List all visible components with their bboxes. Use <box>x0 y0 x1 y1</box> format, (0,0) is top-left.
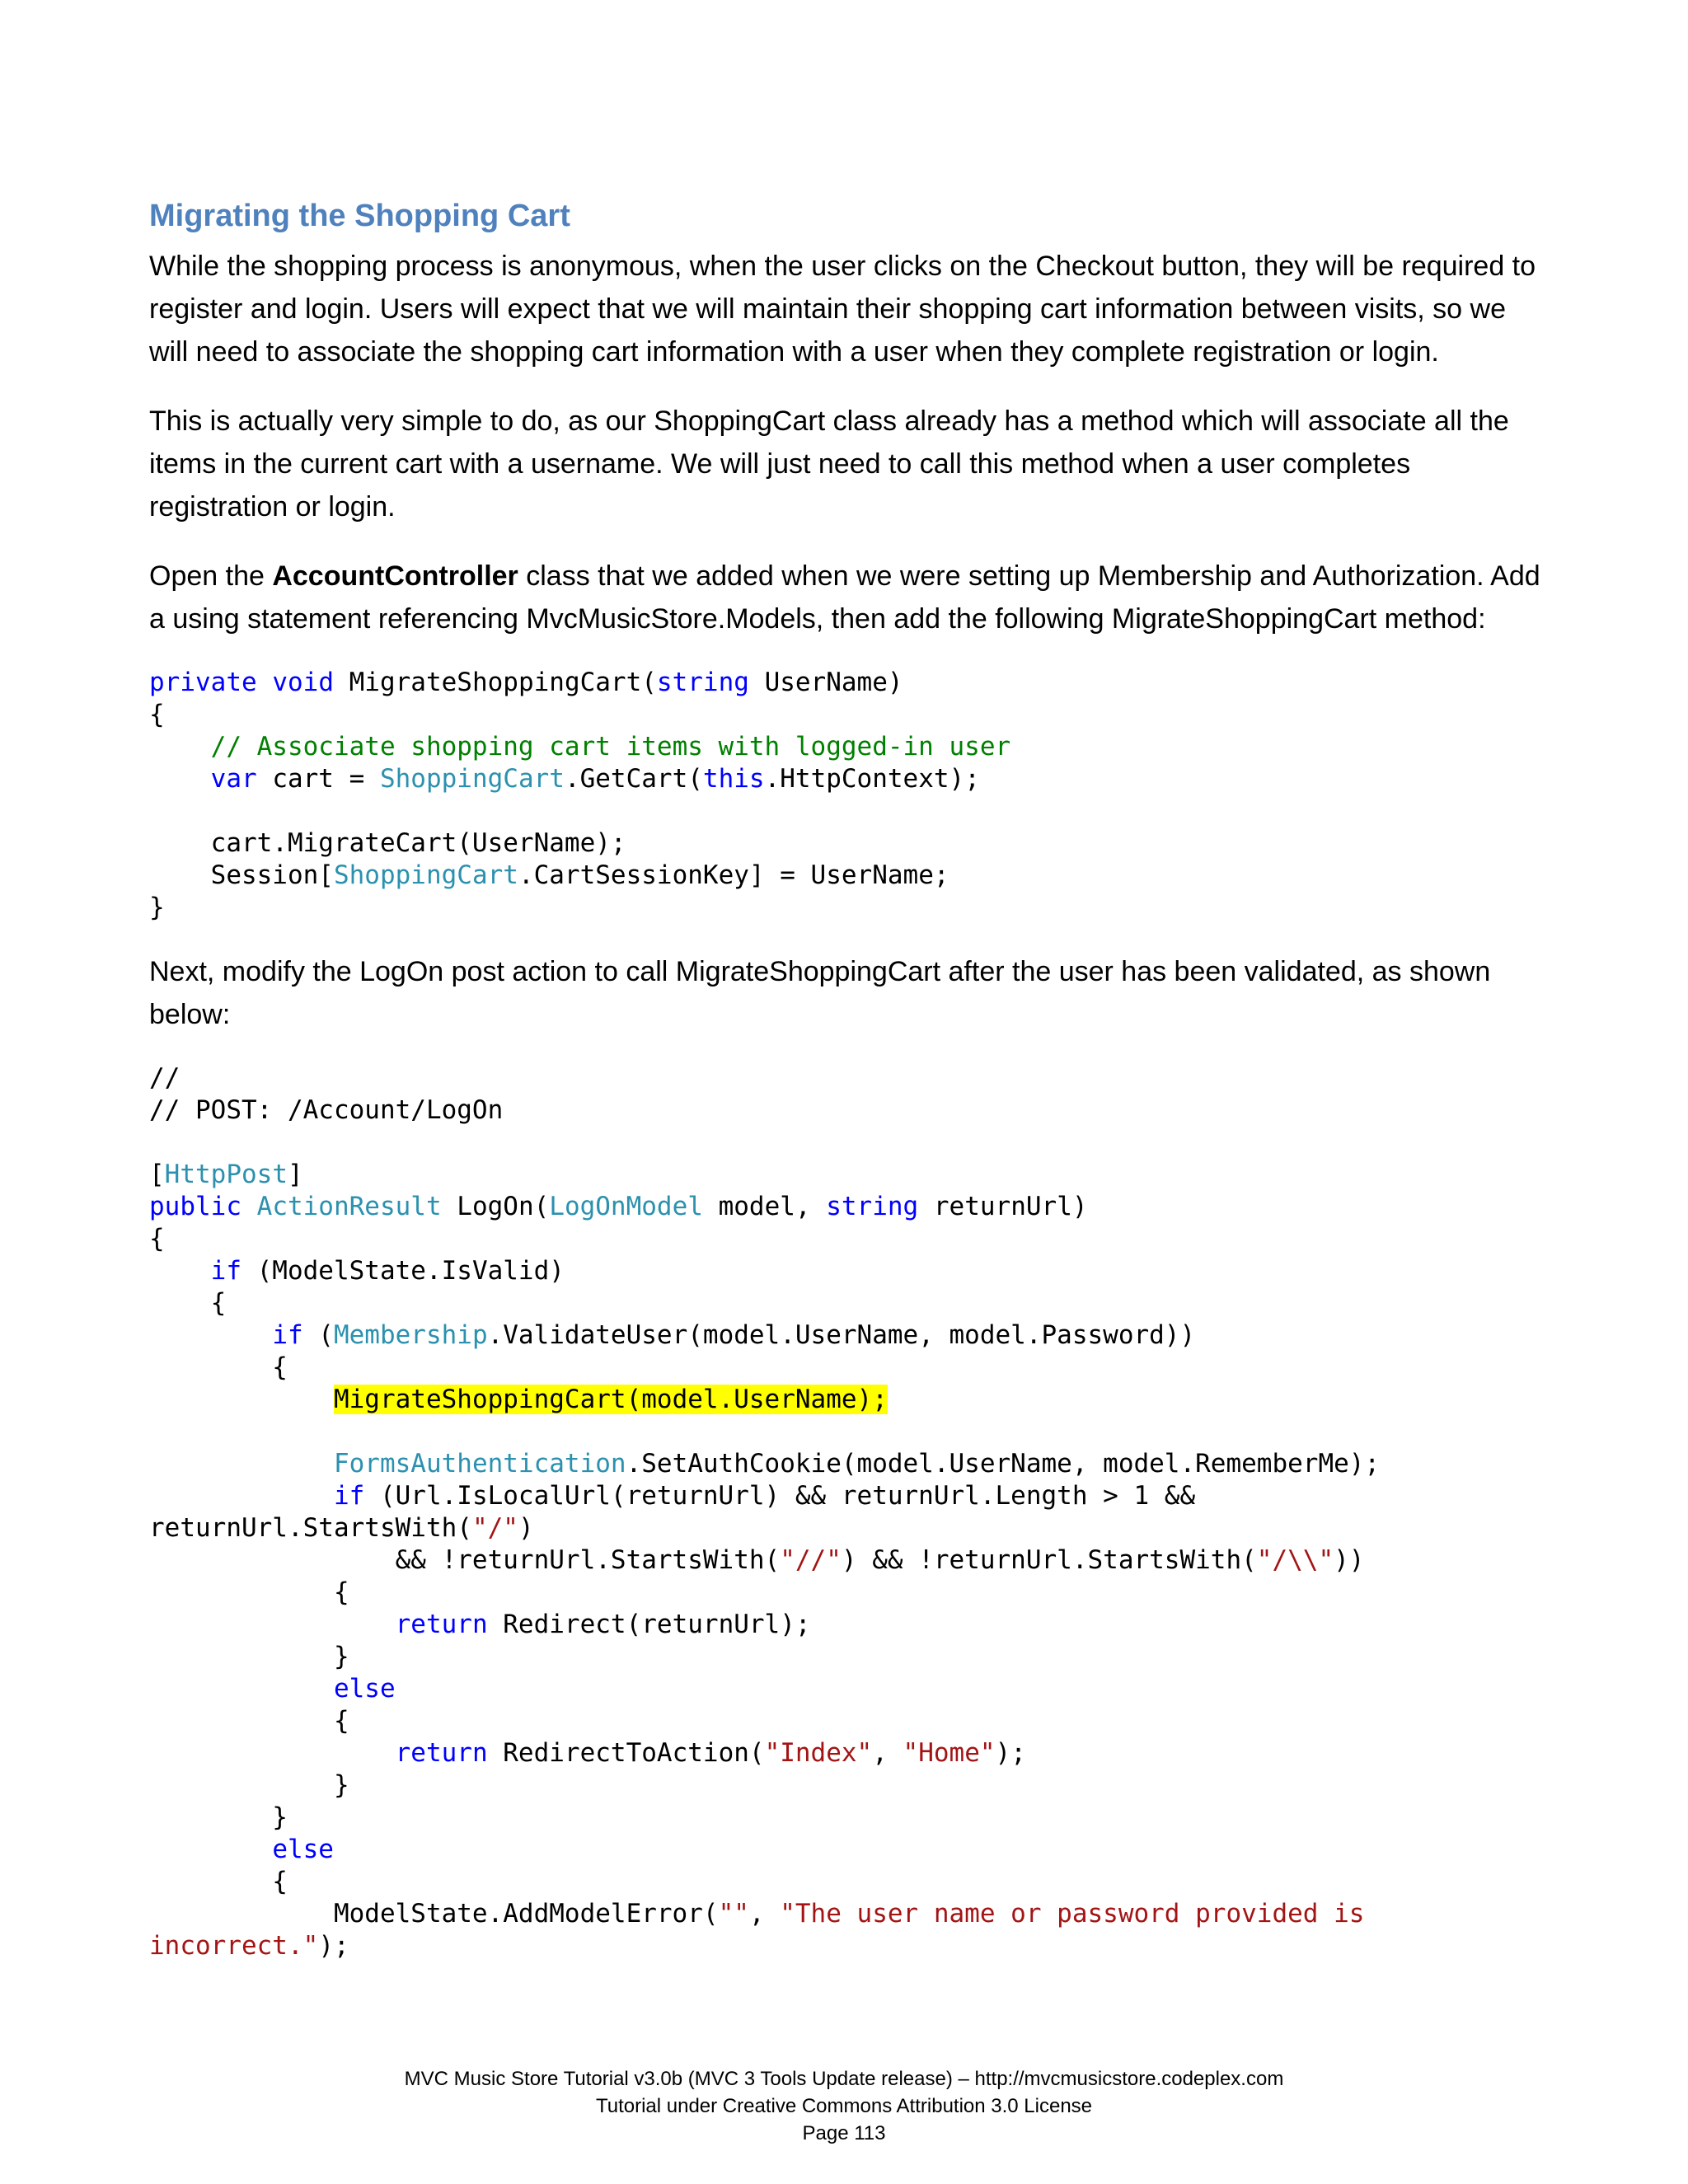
code-line <box>149 1256 565 1286</box>
paragraph-intro: While the shopping process is anonymous, when the user clicks on the Checkout button, they will be required to register and login. Users will expect that we will maintain their shopping cart information between visits, so we will need to associate the shopping cart information with a user when they complete registration or login. <box>149 251 1536 368</box>
code-line <box>149 700 165 729</box>
code-line <box>149 1063 180 1093</box>
code-string: "The user name or password provided is <box>780 1899 1365 1929</box>
code-type: ShoppingCart <box>333 860 518 891</box>
code-text: Session[ <box>149 860 334 891</box>
code-type: ActionResult <box>256 1192 442 1222</box>
code-text: UserName) <box>748 668 903 698</box>
code-line <box>149 1352 288 1382</box>
code-text: [ <box>149 1160 165 1190</box>
code-line <box>149 668 903 697</box>
code-type: Membership <box>333 1320 488 1351</box>
code-block-logon-action <box>149 1062 1542 1962</box>
code-text: , <box>748 1899 781 1929</box>
code-string: "Home" <box>903 1738 996 1769</box>
code-keyword: var <box>210 764 257 794</box>
paragraph-text: class that we added when we were setting up Membership and Authorization. Add a using statement referencing MvcMusicStore.Models, then add the following MigrateShoppingCart method: <box>149 560 1540 635</box>
code-text: cart = <box>256 764 380 794</box>
code-line <box>149 860 950 890</box>
code-text: (ModelState.IsValid) <box>241 1256 565 1286</box>
code-line <box>149 828 626 858</box>
page-number: Page 113 <box>802 2122 886 2144</box>
section-heading: Migrating the Shopping Cart <box>149 199 570 233</box>
footer-title: MVC Music Store Tutorial v3.0b (MVC 3 Tools Update release) – http://mvcmusicstore.codeplex.com <box>404 2068 1284 2090</box>
code-text: Redirect(returnUrl); <box>487 1610 811 1640</box>
code-text <box>149 1449 334 1479</box>
code-keyword: else <box>333 1674 396 1704</box>
code-keyword: if <box>272 1320 303 1351</box>
code-text: MigrateShoppingCart( <box>333 668 657 698</box>
code-text: } <box>149 893 165 923</box>
code-string: "/\\" <box>1256 1545 1334 1576</box>
code-text: { <box>149 1288 227 1319</box>
code-text: returnUrl.StartsWith( <box>149 1513 472 1544</box>
code-keyword: this <box>702 764 765 794</box>
code-line <box>149 1095 503 1125</box>
code-text: .CartSessionKey] = UserName; <box>518 860 950 891</box>
code-text: ) <box>518 1513 534 1544</box>
code-text: .GetCart( <box>564 764 703 794</box>
code-line <box>149 1288 226 1318</box>
code-text: .ValidateUser(model.UserName, model.Password)) <box>487 1320 1196 1351</box>
code-line <box>149 732 1010 762</box>
code-keyword: if <box>333 1481 365 1511</box>
code-type: HttpPost <box>164 1160 288 1190</box>
code-text: // POST: /Account/LogOn <box>149 1095 504 1126</box>
document-page <box>149 196 1542 1989</box>
code-text: { <box>149 1224 165 1254</box>
code-text: { <box>149 700 165 730</box>
code-line <box>149 1160 303 1189</box>
code-keyword: public <box>149 1192 241 1222</box>
code-type: FormsAuthentication <box>333 1449 626 1479</box>
page-footer <box>0 2065 1688 2147</box>
code-string: "/" <box>471 1513 518 1544</box>
code-text <box>149 1256 211 1286</box>
code-line <box>149 1899 1364 1929</box>
code-comment: // Associate shopping cart items with logged-in user <box>210 732 1011 762</box>
code-line <box>149 764 980 794</box>
code-keyword: else <box>272 1835 334 1865</box>
code-line <box>149 1867 288 1896</box>
code-text: } <box>149 1802 288 1833</box>
code-text: { <box>149 1352 288 1383</box>
code-text <box>149 1320 272 1350</box>
code-text: ); <box>318 1931 349 1961</box>
code-keyword: string <box>826 1192 919 1222</box>
code-text: ModelState.AddModelError( <box>149 1899 719 1929</box>
code-text: LogOn( <box>441 1192 550 1222</box>
code-text: RedirectToAction( <box>487 1738 765 1769</box>
code-string: "" <box>718 1899 749 1929</box>
code-text <box>149 1835 272 1864</box>
code-keyword: return <box>395 1610 488 1640</box>
code-text <box>149 764 211 794</box>
code-highlight: MigrateShoppingCart(model.UserName); <box>333 1385 888 1415</box>
code-text: )) <box>1334 1545 1365 1576</box>
code-line <box>149 1770 349 1800</box>
code-keyword: void <box>272 668 334 698</box>
paragraph-simple: This is actually very simple to do, as our ShoppingCart class already has a method which will associate all the items in the current cart with a username. We will just need to call this method when a user completes registration or login. <box>149 405 1509 523</box>
code-string: "//" <box>780 1545 842 1576</box>
code-keyword: return <box>395 1738 488 1769</box>
code-text: .HttpContext); <box>764 764 980 794</box>
code-line <box>149 1481 1195 1511</box>
code-text: model, <box>702 1192 827 1222</box>
code-string: "Index" <box>764 1738 873 1769</box>
code-line <box>149 1192 1088 1221</box>
code-block-migrate-method <box>149 667 1542 924</box>
code-type: ShoppingCart <box>379 764 565 794</box>
code-text: { <box>149 1577 349 1608</box>
code-line <box>149 1802 288 1832</box>
footer-license: Tutorial under Creative Commons Attribution 3.0 License <box>595 2095 1093 2117</box>
code-text: , <box>872 1738 903 1769</box>
code-text: (Url.IsLocalUrl(returnUrl) && returnUrl.Length > 1 && <box>364 1481 1196 1511</box>
code-text <box>241 1192 257 1221</box>
code-text <box>257 668 273 697</box>
code-line <box>149 1545 1364 1575</box>
code-line <box>149 1931 349 1961</box>
paragraph-account-controller <box>149 555 1542 640</box>
code-keyword: string <box>656 668 749 698</box>
code-text: && !returnUrl.StartsWith( <box>149 1545 781 1576</box>
code-text: ] <box>287 1160 303 1190</box>
code-text <box>149 1610 396 1639</box>
code-text: ) && !returnUrl.StartsWith( <box>841 1545 1257 1576</box>
code-text: } <box>149 1642 349 1672</box>
code-line <box>149 1385 888 1414</box>
code-line <box>149 1738 1026 1768</box>
code-text: .SetAuthCookie(model.UserName, model.RememberMe); <box>626 1449 1381 1479</box>
code-text <box>149 1481 334 1511</box>
code-text <box>149 1385 334 1414</box>
code-string: incorrect." <box>149 1931 319 1961</box>
paragraph-logon-modify: Next, modify the LogOn post action to call MigrateShoppingCart after the user has been validated, as shown below: <box>149 956 1491 1031</box>
code-line <box>149 1642 349 1671</box>
code-text: } <box>149 1770 349 1801</box>
code-line <box>149 1610 811 1639</box>
paragraph-text: Open the <box>149 560 273 593</box>
bold-term: AccountController <box>272 560 518 593</box>
code-text: { <box>149 1867 288 1897</box>
code-line <box>149 1706 349 1736</box>
code-text: { <box>149 1706 349 1736</box>
code-line <box>149 1835 334 1864</box>
code-text <box>149 1738 396 1768</box>
code-line <box>149 1449 1380 1479</box>
code-line <box>149 1513 534 1543</box>
code-text: ); <box>995 1738 1026 1769</box>
code-text: // <box>149 1063 181 1094</box>
code-text <box>149 1674 334 1704</box>
code-type: LogOnModel <box>549 1192 703 1222</box>
code-line <box>149 1674 396 1704</box>
code-text: ( <box>302 1320 334 1351</box>
code-line <box>149 1320 1195 1350</box>
code-keyword: private <box>149 668 257 698</box>
code-keyword: if <box>210 1256 241 1286</box>
code-text: cart.MigrateCart(UserName); <box>149 828 626 859</box>
code-line <box>149 1224 165 1254</box>
code-text: returnUrl) <box>918 1192 1088 1222</box>
code-line <box>149 1577 349 1607</box>
code-line <box>149 893 165 922</box>
code-text <box>149 732 211 762</box>
